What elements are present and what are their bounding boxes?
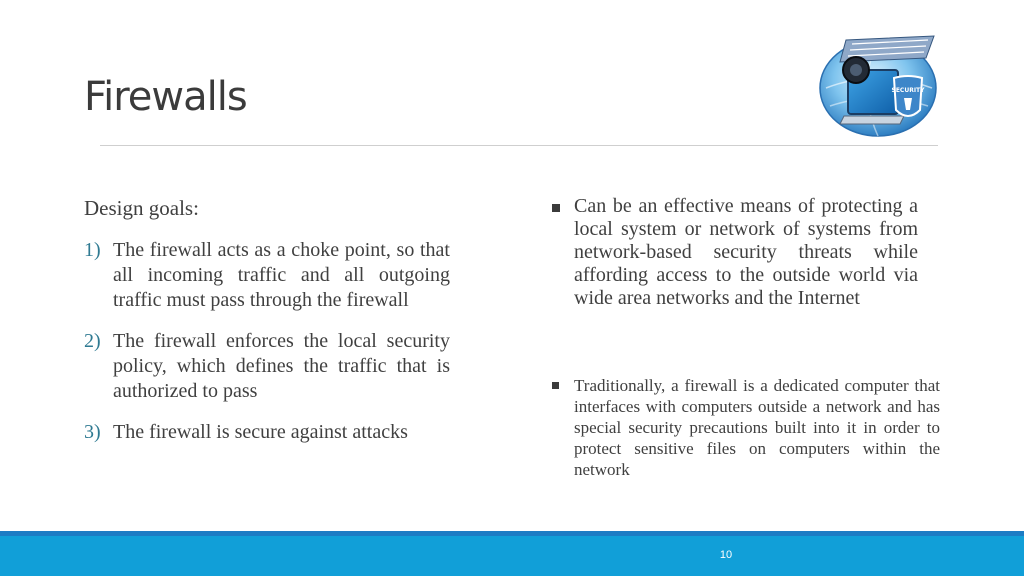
logo-label: SECURITY xyxy=(891,87,925,94)
goal-number: 1) xyxy=(84,239,101,261)
security-globe-logo xyxy=(816,28,938,140)
design-goals-section xyxy=(84,196,450,461)
goal-number: 2) xyxy=(84,330,101,352)
goal-text: The firewall is secure against attacks xyxy=(113,421,408,443)
square-bullet-icon xyxy=(552,204,560,212)
goal-number: 3) xyxy=(84,421,101,443)
bullet-text: Traditionally, a firewall is a dedicated computer that interfaces with computers outside a network and has special security precautions built into it in order to protect sensitive files on computers within the network xyxy=(574,376,940,479)
goal-item xyxy=(84,329,450,404)
goal-text: The firewall enforces the local security policy, which defines the traffic that is authorized to pass xyxy=(113,330,450,402)
square-bullet-icon xyxy=(552,382,559,389)
goal-item xyxy=(84,420,450,445)
footer-bar xyxy=(0,536,1024,576)
bullet-text: Can be an effective means of protecting a local system or network of systems from network-based security threats while affording access to the outside world via wide area networks and the Internet xyxy=(574,195,918,309)
goal-text: The firewall acts as a choke point, so that all incoming traffic and all outgoing traffic must pass through the firewall xyxy=(113,239,450,311)
bullet-traditionally xyxy=(552,375,940,480)
page-number: 10 xyxy=(719,549,733,561)
title-divider xyxy=(100,145,938,146)
slide-title: Firewalls xyxy=(84,74,247,120)
bullet-effective-means xyxy=(552,195,918,310)
goal-item xyxy=(84,238,450,313)
design-goals-heading: Design goals: xyxy=(84,196,199,220)
